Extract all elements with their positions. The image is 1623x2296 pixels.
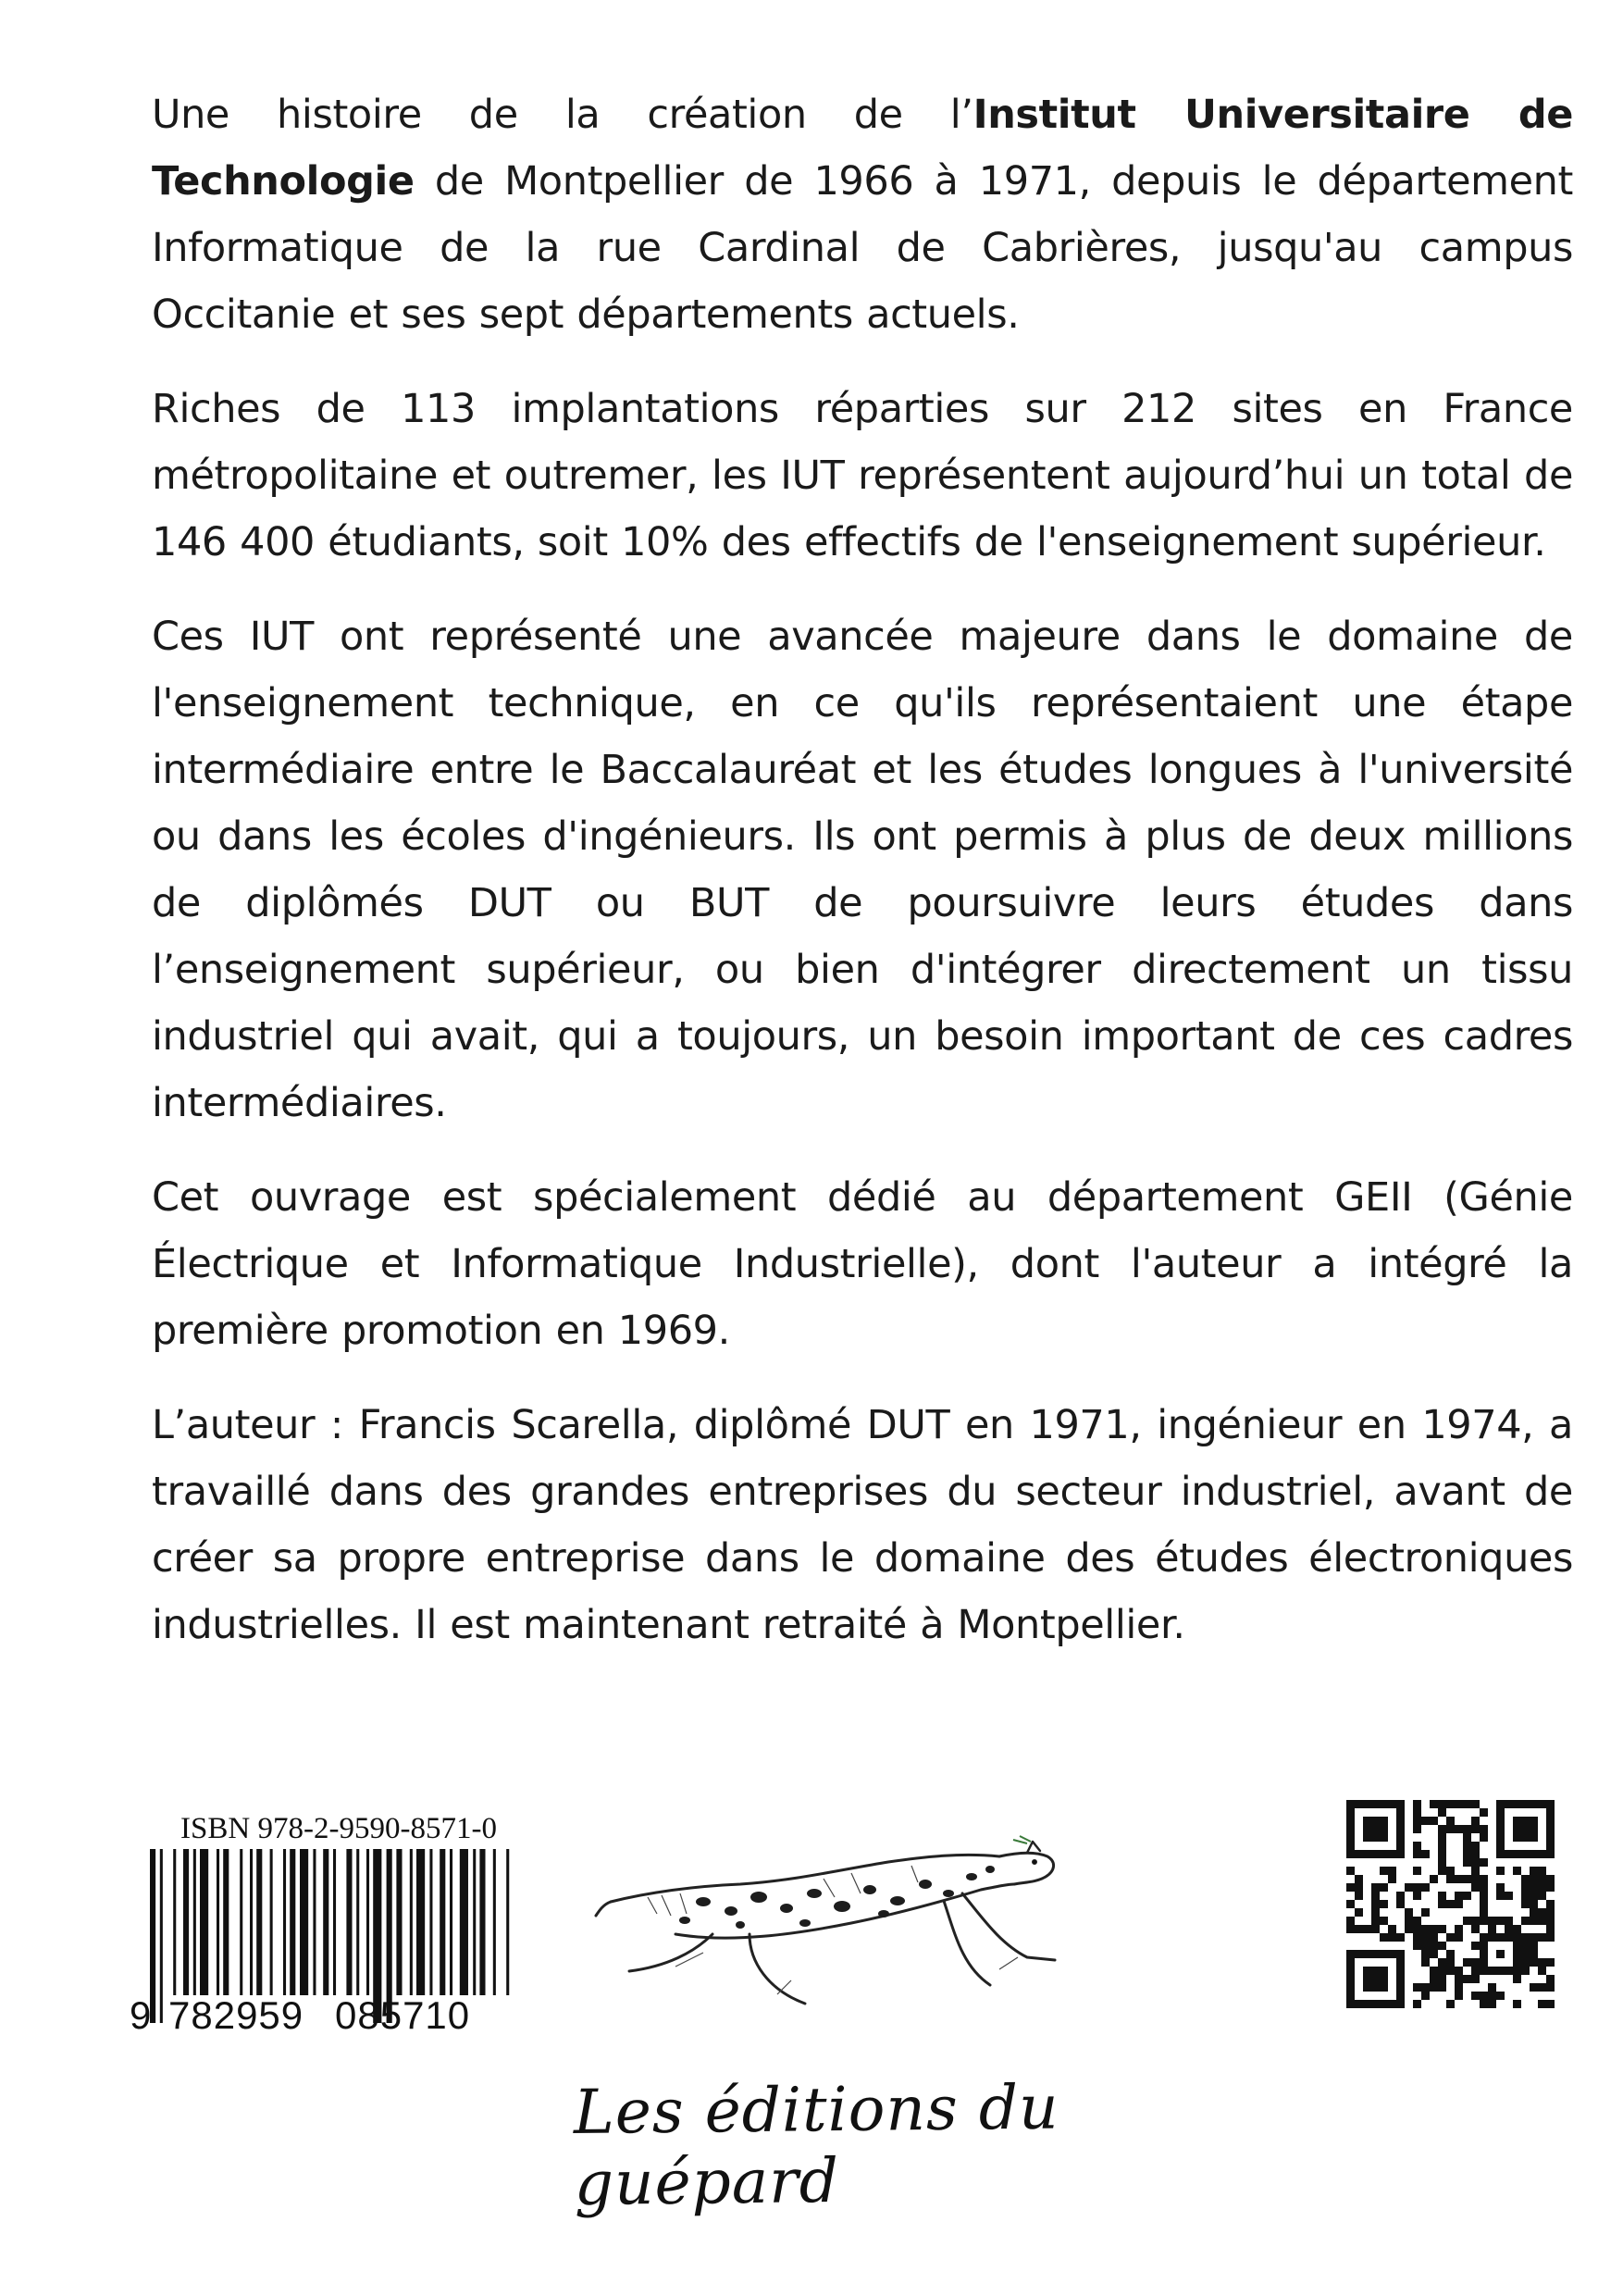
- paragraph-iut-impact: Ces IUT ont représenté une avancée majeure dans le domaine de l'enseignement technique, en ce qu'ils représentaient une étape intermédiaire entre le Baccalauréat et les études longues à l'université ou dans les écoles d'ingénieurs. Ils ont permis à plus de deux millions de diplômés DUT ou BUT de poursuivre leurs études dans l’enseignement supérieur, ou bien d'intégrer directement un tissu industriel qui avait, qui a toujours, un besoin important de ces cadres intermédiaires.: [152, 614, 1573, 1126]
- paragraph-history: [152, 81, 1573, 348]
- isbn-digit-first: 9: [130, 1993, 152, 2037]
- qr-code-icon: [1346, 1800, 1555, 2008]
- paragraph-history-intro: Une histoire de la création de l’: [152, 92, 973, 138]
- institute-name: Institut Universitaire de Technologie: [152, 92, 1573, 205]
- paragraph-iut-figures: Riches de 113 implantations réparties sur 212 sites en France métropolitaine et outremer, les IUT représentent aujourd’hui un total de 146 400 étudiants, soit 10% des effectifs de l'enseignement supérieur.: [152, 386, 1573, 565]
- summary-text: [152, 81, 1573, 1686]
- publisher-name: Les éditions du guépard: [573, 2071, 1059, 2219]
- isbn-digit-group-2: 085710: [335, 1993, 471, 2037]
- isbn-label: ISBN 978-2-9590-8571-0: [180, 1812, 497, 1845]
- isbn-digit-group-1: 782959: [168, 1993, 304, 2037]
- cheetah-illustration-icon: [592, 1805, 1073, 2036]
- isbn-barcode-block: [130, 1812, 518, 2043]
- paragraph-history-rest: de Montpellier de 1966 à 1971, depuis le département Informatique de la rue Cardinal de Cabrières, jusqu'au campus Occitanie et ses sept départements actuels.: [152, 158, 1573, 338]
- paragraph-dedication: Cet ouvrage est spécialement dédié au département GEII (Génie Électrique et Informatique Industrielle), dont l'auteur a intégré la première promotion en 1969.: [152, 1174, 1573, 1354]
- paragraph-author: L’auteur : Francis Scarella, diplômé DUT en 1971, ingénieur en 1974, a travaillé dans des grandes entreprises du secteur industriel, avant de créer sa propre entreprise dans le domaine des études électroniques industrielles. Il est maintenant retraité à Montpellier.: [152, 1402, 1573, 1648]
